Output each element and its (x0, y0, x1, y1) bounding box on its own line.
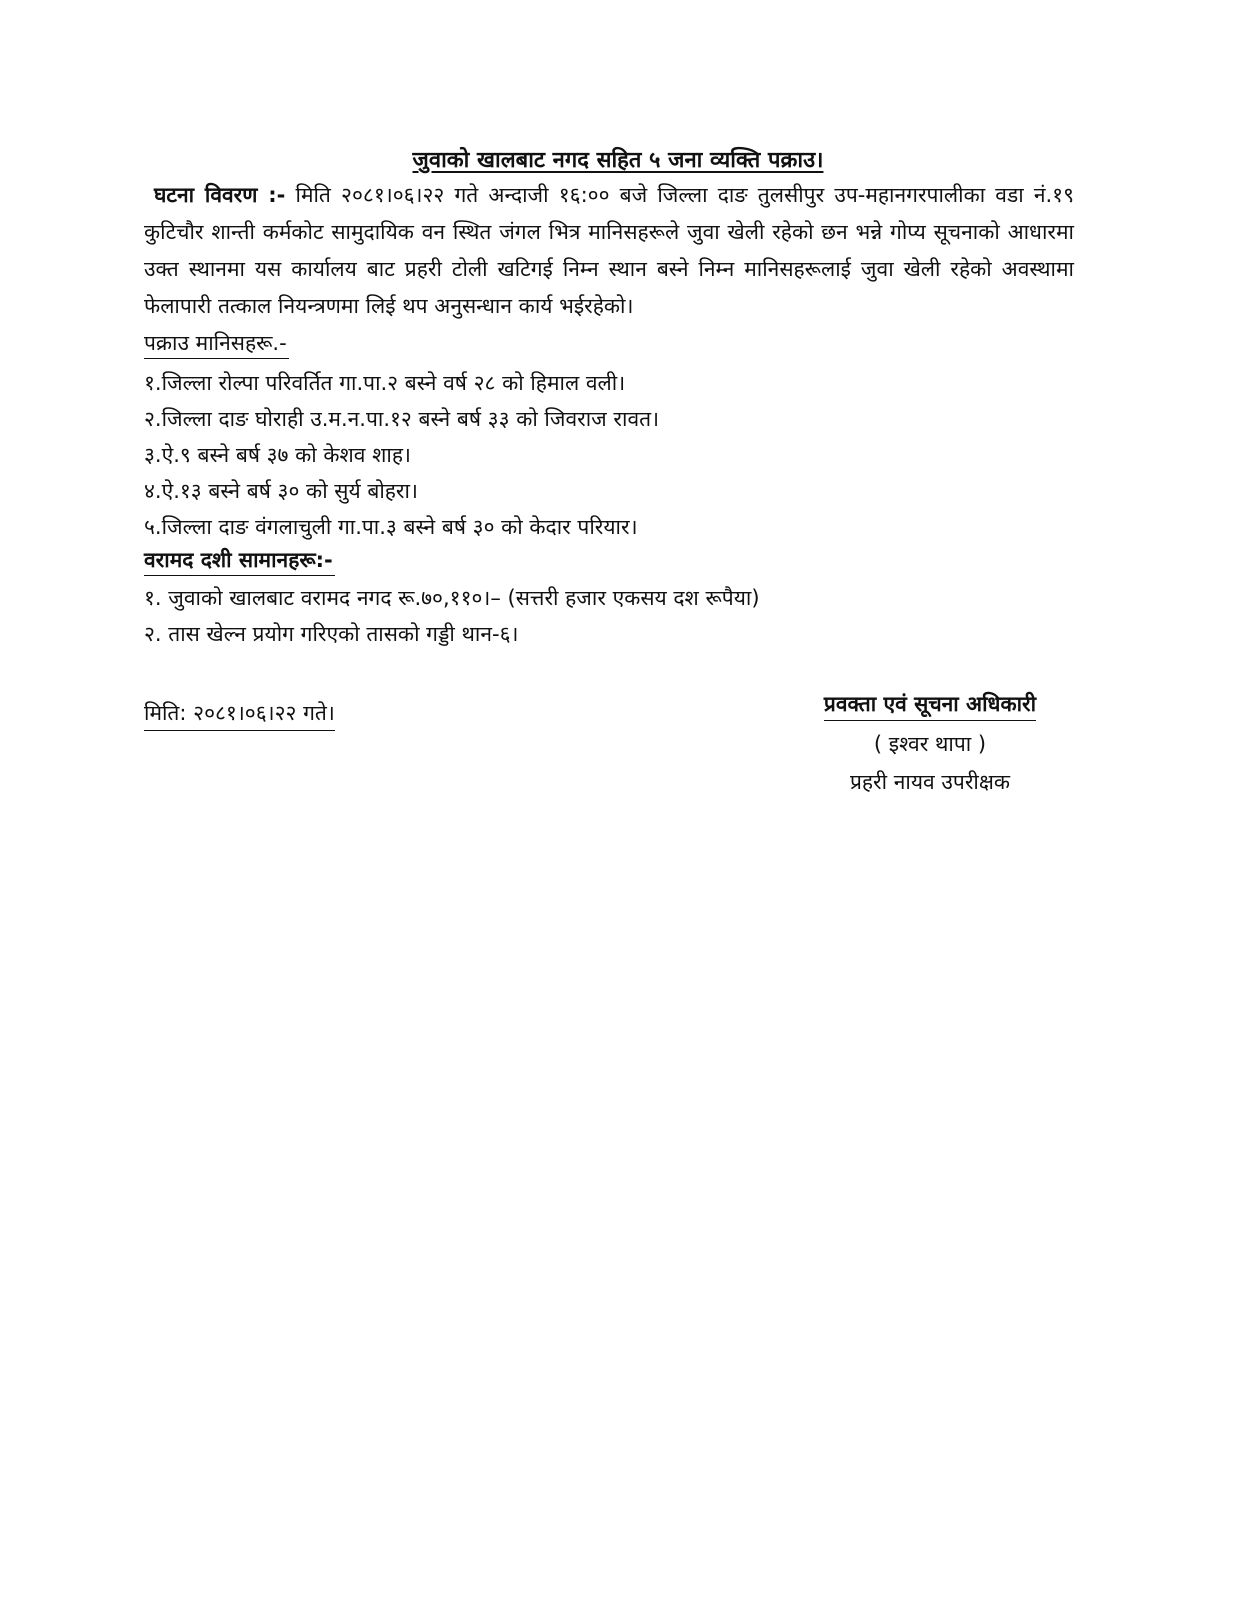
arrested-item: ३.ऐ.९ बस्ने बर्ष ३७ को केशव शाह। (144, 443, 411, 467)
recovered-list (144, 580, 1074, 652)
arrested-heading: पक्राउ मानिसहरू.- (144, 328, 289, 359)
signature-block (780, 688, 1080, 801)
recovered-section (144, 545, 1074, 652)
issue-date (144, 698, 335, 731)
signatory-name: ( इश्वर थापा ) (873, 732, 987, 756)
document-title (0, 146, 1236, 176)
arrested-item: १.जिल्ला रोल्पा परिवर्तित गा.पा.२ बस्ने वर्ष २८ को हिमाल वली। (144, 371, 626, 395)
incident-text: मिति २०८१।०६।२२ गते अन्दाजी १६:०० बजे जिल्ला दाङ तुलसीपुर उप-महानगरपालीका वडा नं.१९ कुटिचौर शान्ती कर्मकोट सामुदायिक वन स्थित जंगल भित्र मानिसहरूले जुवा खेली रहेको छन भन्ने गोप्य सूचनाको आधारमा उक्त स्थानमा यस कार्यालय बाट प्रहरी टोली खटिगई निम्न स्थान बस्ने निम्न मानिसहरूलाई जुवा खेली रहेको अवस्थामा फेलापारी तत्काल नियन्त्रणमा लिई थप अनुसन्धान कार्य भईरहेको। (144, 183, 1074, 318)
incident-label: घटना विवरण :- (154, 183, 286, 207)
arrested-list (144, 365, 1074, 545)
incident-description (144, 177, 1074, 325)
document-title-text: जुवाको खालबाट नगद सहित ५ जना व्यक्ति पक्राउ। (412, 148, 824, 173)
signatory-role: प्रवक्ता एवं सूचना अधिकारी (824, 688, 1036, 721)
arrested-item: २.जिल्ला दाङ घोराही उ.म.न.पा.१२ बस्ने बर्ष ३३ को जिवराज रावत। (144, 407, 660, 431)
signatory-rank: प्रहरी नायव उपरीक्षक (849, 770, 1011, 794)
recovered-heading: वरामद दशी सामानहरू:- (144, 545, 335, 576)
arrested-item: ५.जिल्ला दाङ वंगलाचुली गा.पा.३ बस्ने बर्ष ३० को केदार परियार। (144, 515, 638, 539)
issue-date-text: मिति: २०८१।०६।२२ गते। (144, 698, 335, 731)
arrested-item: ४.ऐ.१३ बस्ने बर्ष ३० को सुर्य बोहरा। (144, 479, 418, 503)
recovered-item: १. जुवाको खालबाट वरामद नगद रू.७०,११०।– (सत्तरी हजार एकसय दश रूपैया) (144, 586, 760, 610)
recovered-item: २. तास खेल्न प्रयोग गरिएको तासको गड्डी थान-६। (144, 622, 519, 646)
arrested-section (144, 328, 1074, 545)
